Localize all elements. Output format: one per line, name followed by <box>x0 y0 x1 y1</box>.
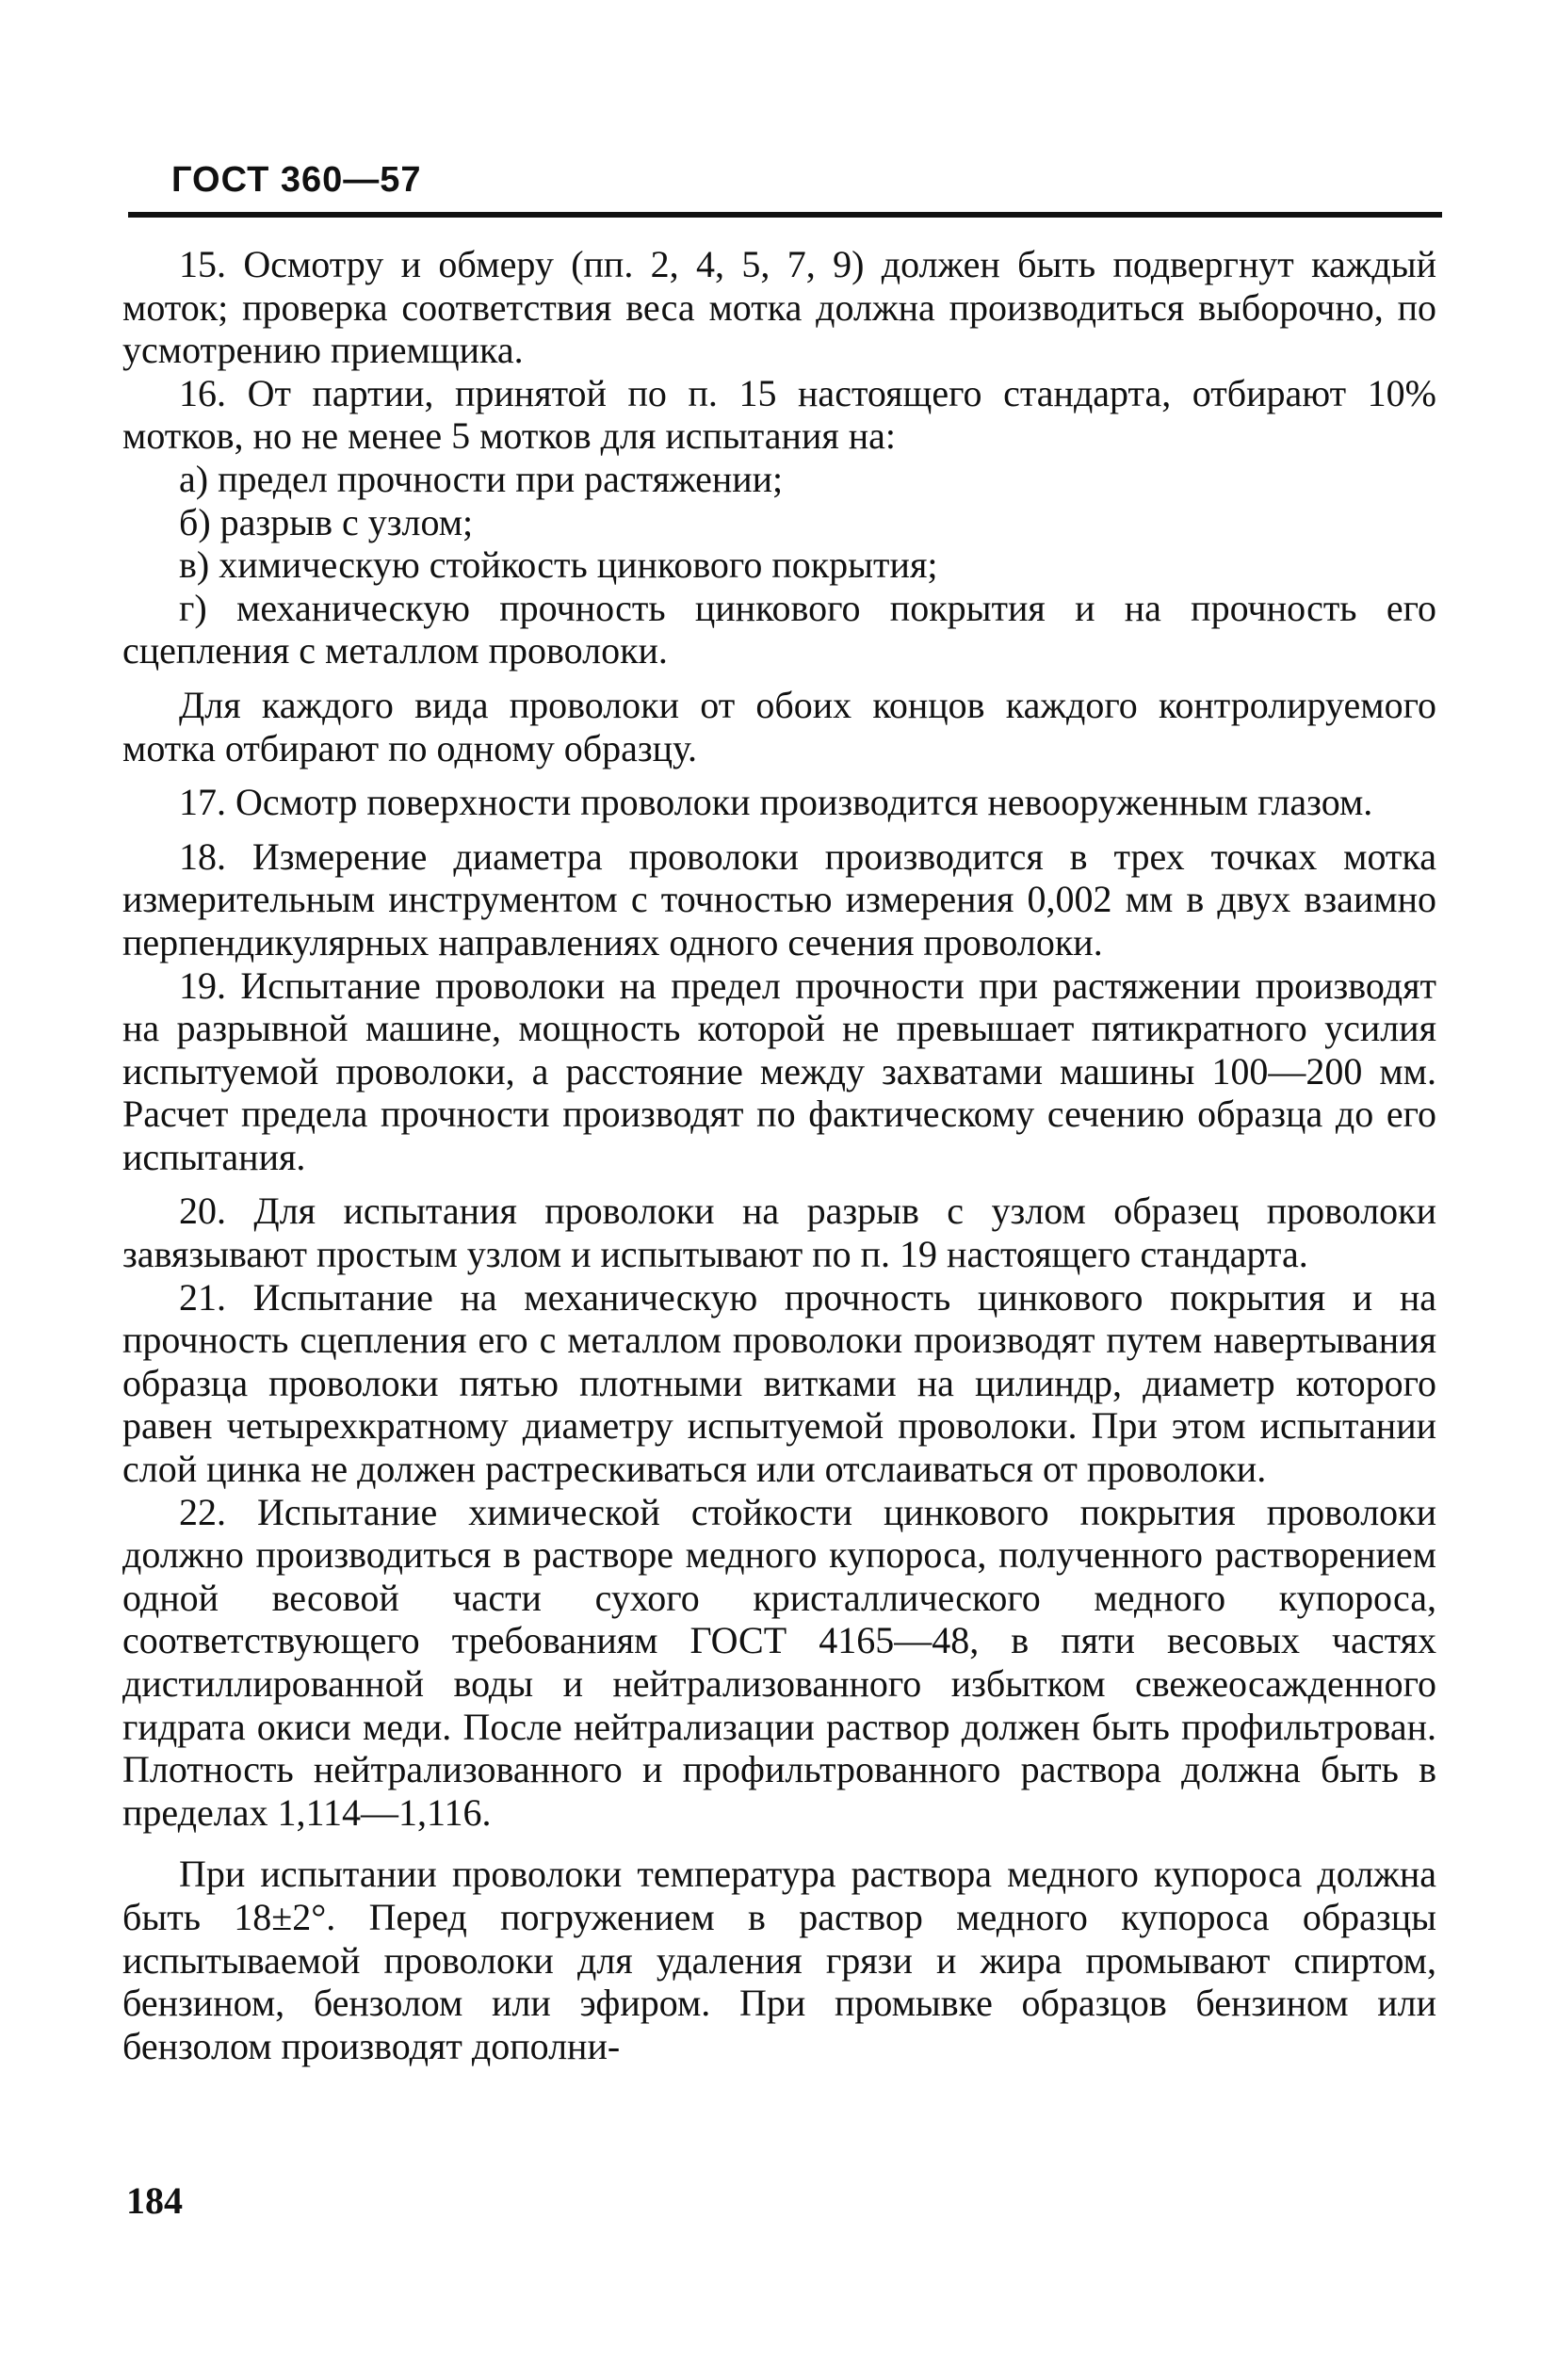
list-item-a: а) предел прочности при растяжении; <box>179 457 784 500</box>
list-item-v: в) химическую стойкость цинкового покрытия; <box>179 543 938 587</box>
paragraph-15: 15. Осмотру и обмеру (пп. 2, 4, 5, 7, 9) должен быть подвергнут каждый моток; проверка соответствия веса мотка должна производиться выборочно, по усмотрению приемщика. <box>122 243 1436 372</box>
paragraph-temperature: При испытании проволоки температура раствора медного купороса должна быть 18±2°. Перед погружением в раствор медного купороса образцы испытываемой проволоки для удаления грязи и жира промывают спиртом, бензином, бензолом или эфиром. При промывке образцов бензином или бензолом производят дополни- <box>122 1853 1436 2067</box>
paragraph-sampling: Для каждого вида проволоки от обоих концов каждого контролируемого мотка отбирают по одному образцу. <box>122 683 1436 769</box>
paragraph-22: 22. Испытание химической стойкости цинкового покрытия проволоки должно производиться в растворе медного купороса, полученного растворением одной весовой части сухого кристаллического медного купороса, соответствующего требованиям ГОСТ 4165—48, в пяти весовых частях дистиллированной воды и нейтрализованного избытком свежеосажденного гидрата окиси меди. После нейтрализации раствор должен быть профильтрован. Плотность нейтрализованного и профильтрованного раствора должна быть в пределах 1,114—1,116. <box>122 1490 1436 1834</box>
standard-header: ГОСТ 360—57 <box>171 160 422 200</box>
paragraph-21: 21. Испытание на механическую прочность цинкового покрытия и на прочность сцепления его с металлом проволоки производят путем навертывания образца проволоки пятью плотными витками на цилиндр, диаметр которого равен четырехкратному диаметру испытуемой проволоки. При этом испытании слой цинка не должен растрескиваться или отслаиваться от проволоки. <box>122 1275 1436 1491</box>
list-item-b: б) разрыв с узлом; <box>179 500 474 543</box>
paragraph-17: 17. Осмотр поверхности проволоки производится невооруженным глазом. <box>179 781 1373 824</box>
paragraph-19: 19. Испытание проволоки на предел прочности при растяжении производят на разрывной машине, мощность которой не превышает пятикратного усилия испытуемой проволоки, а расстояние между захватами машины 100—200 мм. Расчет предела прочности производят по фактическому сечению образца до его испытания. <box>122 963 1436 1178</box>
header-rule <box>128 212 1442 218</box>
paragraph-18: 18. Измерение диаметра проволоки производится в трех точках мотка измерительным инструментом с точностью измерения 0,002 мм в двух взаимно перпендикулярных направлениях одного сечения проволоки. <box>122 834 1436 963</box>
list-item-g: г) механическую прочность цинкового покрытия и на прочность его сцепления с металлом проволоки. <box>122 586 1436 672</box>
paragraph-20: 20. Для испытания проволоки на разрыв с узлом образец проволоки завязывают простым узлом и испытывают по п. 19 настоящего стандарта. <box>122 1190 1436 1276</box>
document-body <box>122 243 1436 2067</box>
paragraph-16: 16. От партии, принятой по п. 15 настоящего стандарта, отбирают 10% мотков, но не менее 5 мотков для испытания на: <box>122 371 1436 458</box>
page-number: 184 <box>126 2179 183 2222</box>
